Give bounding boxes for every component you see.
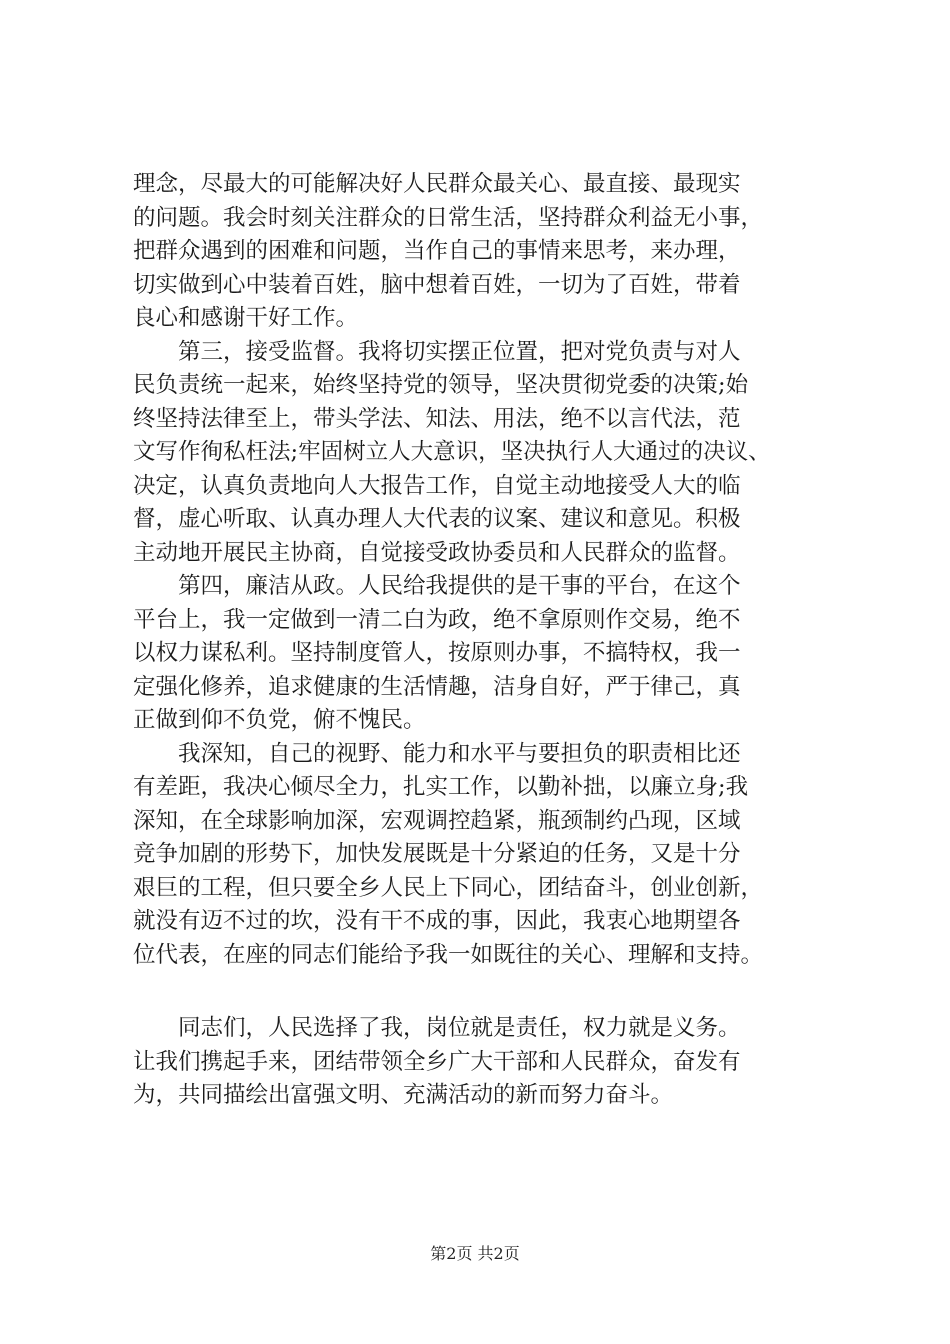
text-line: 竞争加剧的形势下，加快发展既是十分紧迫的任务，又是十分 (133, 841, 741, 867)
text-line: 以权力谋私利。坚持制度管人，按原则办事，不搞特权，我一 (133, 640, 741, 666)
text-line: 同志们，人民选择了我，岗位就是责任，权力就是义务。 (133, 1015, 741, 1041)
text-line: 民负责统一起来，始终坚持党的领导，坚决贯彻党委的决策;始 (133, 372, 749, 398)
text-line: 主动地开展民主协商，自觉接受政协委员和人民群众的监督。 (133, 539, 741, 566)
text-line: 为，共同描绘出富强文明、充满活动的新而努力奋斗。 (133, 1082, 674, 1108)
text-line: 定强化修养，追求健康的生活情趣，洁身自好，严于律己，真 (133, 673, 741, 700)
text-line: 平台上，我一定做到一清二白为政，绝不拿原则作交易，绝不 (133, 606, 741, 633)
text-line: 第三，接受监督。我将切实摆正位置，把对党负责与对人 (133, 338, 741, 365)
text-line: 位代表，在座的同志们能给予我一如既往的关心、理解和支持。 (133, 941, 764, 968)
text-line: 有差距，我决心倾尽全力，扎实工作，以勤补拙，以廉立身;我 (133, 774, 749, 800)
text-line: 艰巨的工程，但只要全乡人民上下同心，团结奋斗，创业创新， (133, 874, 764, 901)
text-line: 文写作徇私枉法;牢固树立人大意识，坚决执行人大通过的决议、 (133, 439, 771, 465)
text-line: 把群众遇到的困难和问题，当作自己的事情来思考，来办理， (133, 238, 741, 264)
text-line: 理念，尽最大的可能解决好人民群众最关心、最直接、最现实 (133, 171, 741, 197)
paragraph-group-2 (133, 1012, 853, 1113)
text-line: 决定，认真负责地向人大报告工作，自觉主动地接受人大的临 (133, 472, 741, 499)
paragraph-spacer (133, 972, 853, 1012)
body-text (133, 168, 853, 1113)
text-line: 终坚持法律至上，带头学法、知法、用法，绝不以言代法，范 (133, 405, 741, 432)
page-footer: 第2页 共2页 (430, 1244, 520, 1263)
text-line: 的问题。我会时刻关注群众的日常生活，坚持群众利益无小事， (133, 204, 764, 231)
text-line: 正做到仰不负党，俯不愧民。 (133, 707, 426, 733)
paragraph-group-1 (133, 168, 853, 972)
text-line: 切实做到心中装着百姓，脑中想着百姓，一切为了百姓，带着 (133, 271, 741, 298)
text-line: 良心和感谢干好工作。 (133, 305, 359, 331)
text-line: 督，虚心听取、认真办理人大代表的议案、建议和意见。积极 (133, 506, 741, 532)
text-line: 让我们携起手来，团结带领全乡广大干部和人民群众，奋发有 (133, 1048, 741, 1075)
text-line: 深知，在全球影响加深，宏观调控趋紧，瓶颈制约凸现，区域 (133, 807, 741, 834)
text-line: 我深知，自己的视野、能力和水平与要担负的职责相比还 (133, 740, 741, 767)
text-line: 第四，廉洁从政。人民给我提供的是干事的平台，在这个 (133, 573, 741, 599)
text-line: 就没有迈不过的坎，没有干不成的事，因此，我衷心地期望各 (133, 908, 741, 934)
